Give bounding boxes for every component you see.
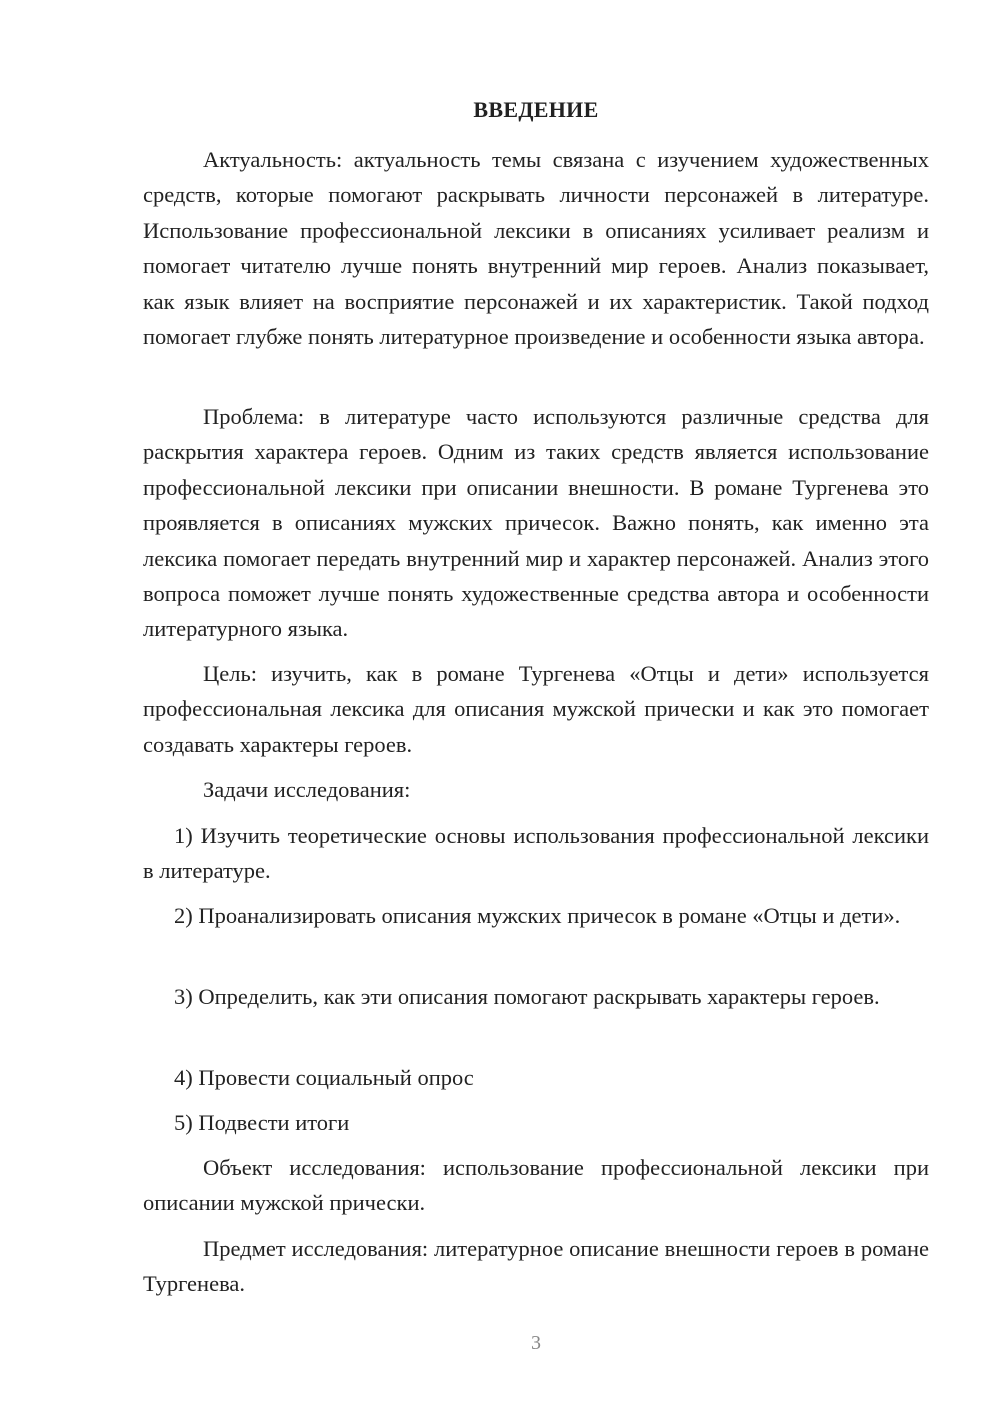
task-item-2: 2) Проанализировать описания мужских причесок в романе «Отцы и дети». [174, 903, 901, 928]
section-heading: ВВЕДЕНИЕ [473, 97, 599, 122]
problem-paragraph: Проблема: в литературе часто используются различные средства для раскрытия характера героев. Одним из таких средств является использование профессиональной лексики при описании внешности. В романе Тургенева это проявляется в описаниях мужских причесок. Важно понять, как именно эта лексика помогает передать внутренний мир и характер персонажей. Анализ этого вопроса поможет лучше понять художественные средства автора и особенности литературного языка. [143, 404, 929, 642]
goal-paragraph: Цель: изучить, как в романе Тургенева «Отцы и дети» используется профессиональная лексика для описания мужской прически и как это помогает создавать характеры героев. [143, 661, 929, 757]
task-item-5: 5) Подвести итоги [174, 1110, 350, 1135]
object-paragraph: Объект исследования: использование профессиональной лексики при описании мужской прически. [143, 1155, 929, 1216]
subject-paragraph: Предмет исследования: литературное описание внешности героев в романе Тургенева. [143, 1236, 929, 1297]
page-number: 3 [531, 1332, 541, 1354]
tasks-title: Задачи исследования: [203, 777, 411, 802]
task-item-4: 4) Провести социальный опрос [174, 1065, 474, 1090]
relevance-paragraph: Актуальность: актуальность темы связана с изучением художественных средств, которые помогают раскрывать личности персонажей в литературе. Использование профессиональной лексики в описаниях усиливает реализм и помогает читателю лучше понять внутренний мир героев. Анализ показывает, как язык влияет на восприятие персонажей и их характеристик. Такой подход помогает глубже понять литературное произведение и особенности языка автора. [143, 147, 929, 350]
task-item-1: 1) Изучить теоретические основы использования профессиональной лексики в литературе. [143, 823, 929, 884]
task-item-3: 3) Определить, как эти описания помогают раскрывать характеры героев. [174, 984, 880, 1009]
